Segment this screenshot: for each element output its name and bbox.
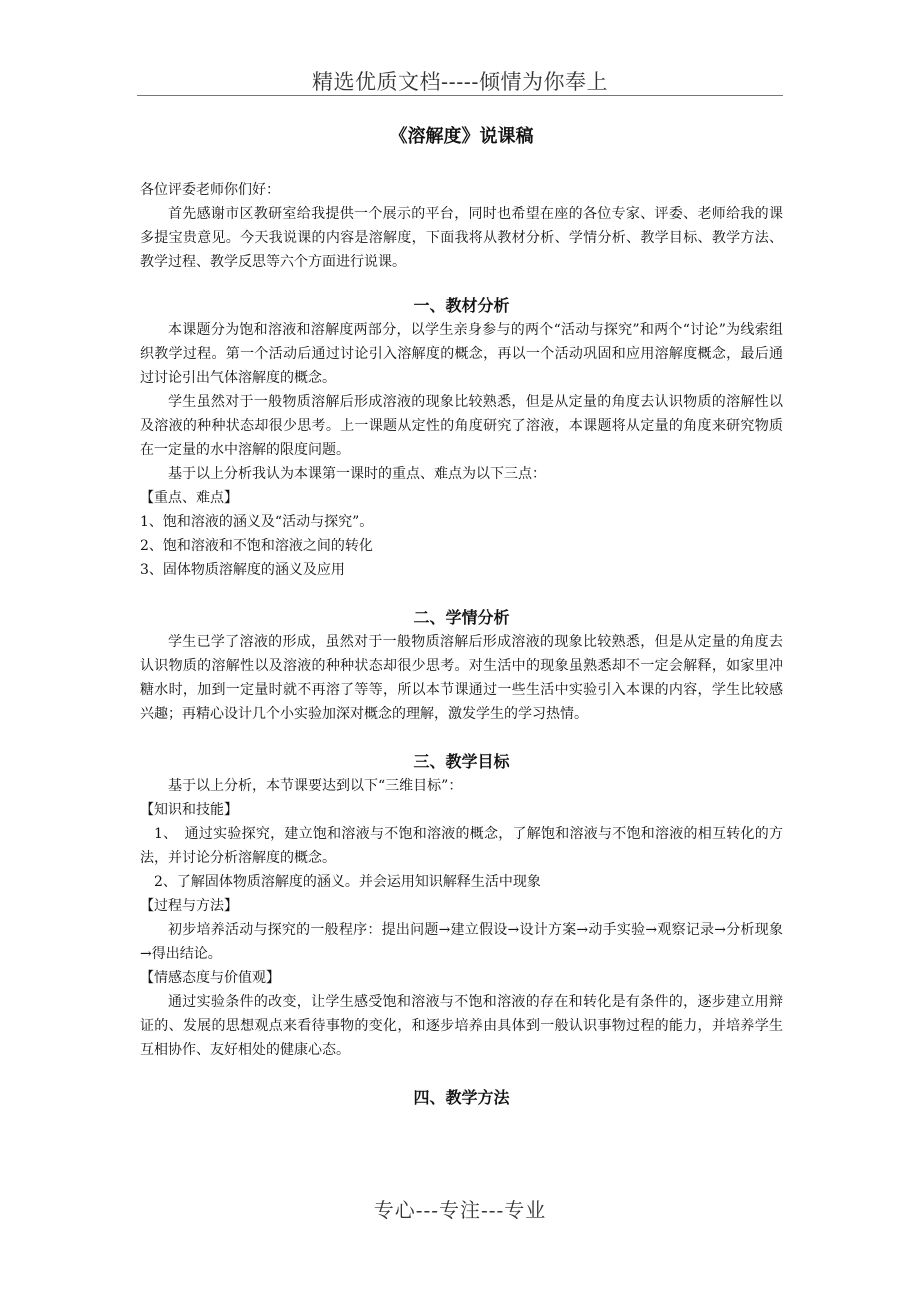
emotion-label: 【情感态度与价值观】 <box>140 970 280 986</box>
spacer <box>140 274 783 294</box>
process-label: 【过程与方法】 <box>140 898 238 914</box>
section2-paragraph: 学生已学了溶液的形成，虽然对于一般物质溶解后形成溶液的现象比较熟悉，但是从定量的角度去认识物质的溶解性以及溶液的种种状态却很少思考。对生活中的现象虽熟悉却不一定会解释，如家里冲糖水时，加到一定量时就不再溶了等等，所以本节课通过一些生活中实验引入本课的内容，学生比较感兴趣；再精心设计几个小实验加深对概念的理解，激发学生的学习热情。 <box>140 634 783 722</box>
section-heading-4: 四、教学方法 <box>413 1088 510 1107</box>
spacer <box>140 1062 783 1086</box>
key-point-item: 2、饱和溶液和不饱和溶液之间的转化 <box>140 538 373 554</box>
emotion-text: 通过实验条件的改变，让学生感受饱和溶液与不饱和溶液的存在和转化是有条件的，逐步建立用辩证的、发展的思想观点来看待事物的变化，和逐步培养由具体到一般认识事物过程的能力，并培养学生互相协作、友好相处的健康心态。 <box>140 994 783 1058</box>
process-text: 初步培养活动与探究的一般程序：提出问题→建立假设→设计方案→动手实验→观察记录→分析现象→得出结论。 <box>140 922 783 962</box>
knowledge-item: 1、 通过实验探究，建立饱和溶液与不饱和溶液的概念，了解饱和溶液与不饱和溶液的相互转化的方法，并讨论分析溶解度的概念。 <box>140 826 783 866</box>
page-header: 精选优质文档-----倾情为你奉上 <box>312 70 608 94</box>
section1-paragraph-1: 本课题分为饱和溶液和溶解度两部分，以学生亲身参与的两个“活动与探究”和两个“讨论”为线索组织教学过程。第一个活动后通过讨论引入溶解度的概念，再以一个活动巩固和应用溶解度概念，最后通过讨论引出气体溶解度的概念。 <box>140 322 783 386</box>
knowledge-label: 【知识和技能】 <box>140 802 238 818</box>
section-heading-1: 一、教材分析 <box>413 296 510 315</box>
knowledge-item: 2、了解固体物质溶解度的涵义。并会运用知识解释生活中现象 <box>154 874 541 890</box>
key-points-label: 【重点、难点】 <box>140 490 238 506</box>
section-heading-2: 二、学情分析 <box>413 608 510 627</box>
page-footer: 专心---专注---专业 <box>373 1198 547 1222</box>
spacer <box>140 582 783 606</box>
greeting: 各位评委老师你们好： <box>140 182 280 198</box>
section3-intro: 基于以上分析，本节课要达到以下“三维目标”： <box>168 778 463 794</box>
key-point-item: 3、固体物质溶解度的涵义及应用 <box>140 562 345 578</box>
intro-paragraph: 首先感谢市区教研室给我提供一个展示的平台，同时也希望在座的各位专家、评委、老师给我的课多提宝贵意见。今天我说课的内容是溶解度，下面我将从教材分析、学情分析、教学目标、教学方法、教学过程、教学反思等六个方面进行说课。 <box>140 206 783 270</box>
section-heading-3: 三、教学目标 <box>413 752 510 771</box>
document-title: 《溶解度》说课稿 <box>389 126 534 147</box>
section1-paragraph-2: 学生虽然对于一般物质溶解后形成溶液的现象比较熟悉，但是从定量的角度去认识物质的溶解性以及溶液的种种状态却很少思考。上一课题从定性的角度研究了溶液，本课题将从定量的角度来研究物质在一定量的水中溶解的限度问题。 <box>140 394 783 458</box>
spacer <box>140 726 783 750</box>
key-point-item: 1、饱和溶液的涵义及“活动与探究”。 <box>140 514 374 530</box>
section1-paragraph-3: 基于以上分析我认为本课第一课时的重点、难点为以下三点： <box>168 466 546 482</box>
header-rule <box>137 95 783 96</box>
document-body <box>140 124 783 1110</box>
